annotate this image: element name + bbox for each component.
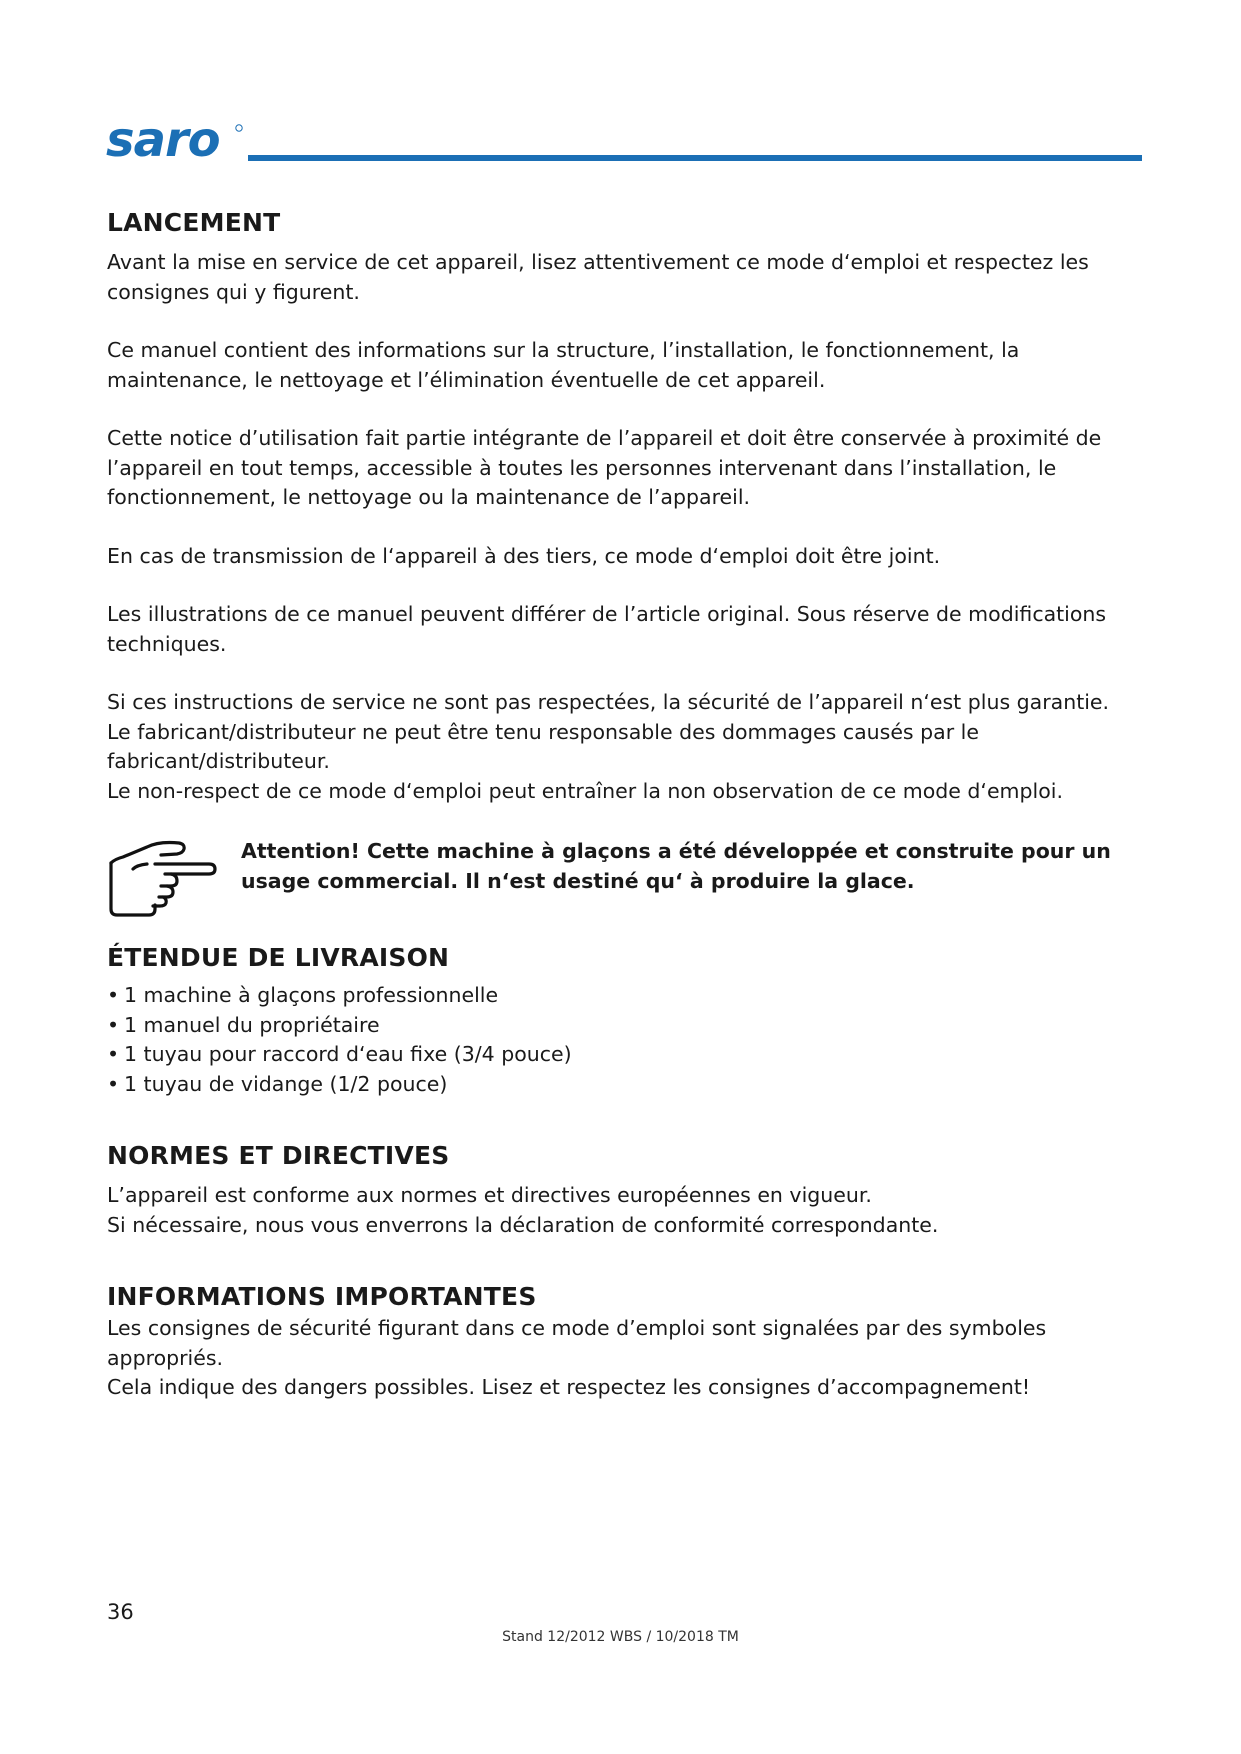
section-title-lancement: LANCEMENT: [107, 208, 281, 237]
saro-logo-text: saro: [106, 118, 220, 166]
page-header: [106, 118, 1142, 166]
list-item: [107, 1011, 1137, 1041]
section-normes: [107, 1139, 1137, 1240]
section-title-livraison: ÉTENDUE DE LIVRAISON: [107, 943, 450, 972]
lancement-paragraph-2: Ce manuel contient des informations sur la structure, l’installation, le fonctionnement, la maintenance, le nettoyage et l’élimination éventuelle de cet appareil.: [107, 338, 1020, 392]
section-informations: [107, 1280, 1137, 1403]
section-livraison: [107, 941, 1137, 1099]
normes-line-1: L’appareil est conforme aux normes et directives européennes en vigueur.: [107, 1183, 872, 1207]
list-item: [107, 1070, 1137, 1100]
bullet: •: [107, 1012, 120, 1037]
section-title-informations: INFORMATIONS IMPORTANTES: [107, 1282, 537, 1311]
list-item-text: 1 tuyau de vidange (1/2 pouce): [124, 1071, 448, 1096]
lancement-paragraph-1: Avant la mise en service de cet appareil, lisez attentivement ce mode d‘emploi et respectez les consignes qui y figurent.: [107, 250, 1089, 304]
responsibility-line-2: Le fabricant/distributeur ne peut être tenu responsable des dommages causés par le fabricant/distributeur.: [107, 719, 979, 773]
lancement-paragraph-4: En cas de transmission de l‘appareil à des tiers, ce mode d‘emploi doit être joint.: [107, 543, 941, 568]
delivery-list: [107, 981, 1137, 1099]
attention-text: Attention! Cette machine à glaçons a été développée et construite pour un usage commercial. Il n‘est destiné qu‘ à produire la glace.: [241, 839, 1111, 893]
bullet: •: [107, 983, 120, 1007]
responsibility-block: [107, 688, 1137, 806]
lancement-paragraph-3: Cette notice d’utilisation fait partie intégrante de l’appareil et doit être conservée à proximité de l’appareil en tout temps, accessible à toutes les personnes intervenant dans l’installation, le fonctionnement, le nettoyage ou la maintenance de l’appareil.: [107, 426, 1102, 509]
bullet: •: [107, 1071, 120, 1096]
footer-stand: Stand 12/2012 WBS / 10/2018 TM: [502, 1629, 739, 1645]
informations-line-1: Les consignes de sécurité figurant dans ce mode d’emploi sont signalées par des symboles appropriés.: [107, 1316, 1047, 1370]
list-item: [107, 981, 1137, 1011]
list-item: [107, 1040, 1137, 1070]
page-number: 36: [107, 1600, 134, 1624]
responsibility-line-3: Le non-respect de ce mode d‘emploi peut entraîner la non observation de ce mode d‘emploi.: [107, 778, 1063, 803]
informations-line-2: Cela indique des dangers possibles. Lisez et respectez les consignes d’accompagnement!: [107, 1375, 1031, 1399]
section-lancement: [107, 206, 1137, 806]
lancement-paragraph-5: Les illustrations de ce manuel peuvent différer de l’article original. Sous réserve de modifications techniques.: [107, 602, 1107, 656]
list-item-text: 1 tuyau pour raccord d‘eau fixe (3/4 pouce): [124, 1042, 572, 1066]
list-item-text: 1 machine à glaçons professionnelle: [124, 983, 499, 1007]
bullet: •: [107, 1042, 120, 1066]
saro-logo: [106, 118, 246, 166]
page-content: [107, 206, 1137, 1403]
header-rule: [248, 155, 1142, 161]
normes-line-2: Si nécessaire, nous vous enverrons la déclaration de conformité correspondante.: [107, 1212, 939, 1237]
section-title-normes: NORMES ET DIRECTIVES: [107, 1141, 450, 1170]
list-item-text: 1 manuel du propriétaire: [124, 1012, 380, 1037]
attention-notice: [107, 837, 1137, 925]
responsibility-line-1: Si ces instructions de service ne sont pas respectées, la sécurité de l’appareil n‘est plus garantie.: [107, 690, 1110, 714]
pointing-hand-icon: [107, 839, 219, 919]
